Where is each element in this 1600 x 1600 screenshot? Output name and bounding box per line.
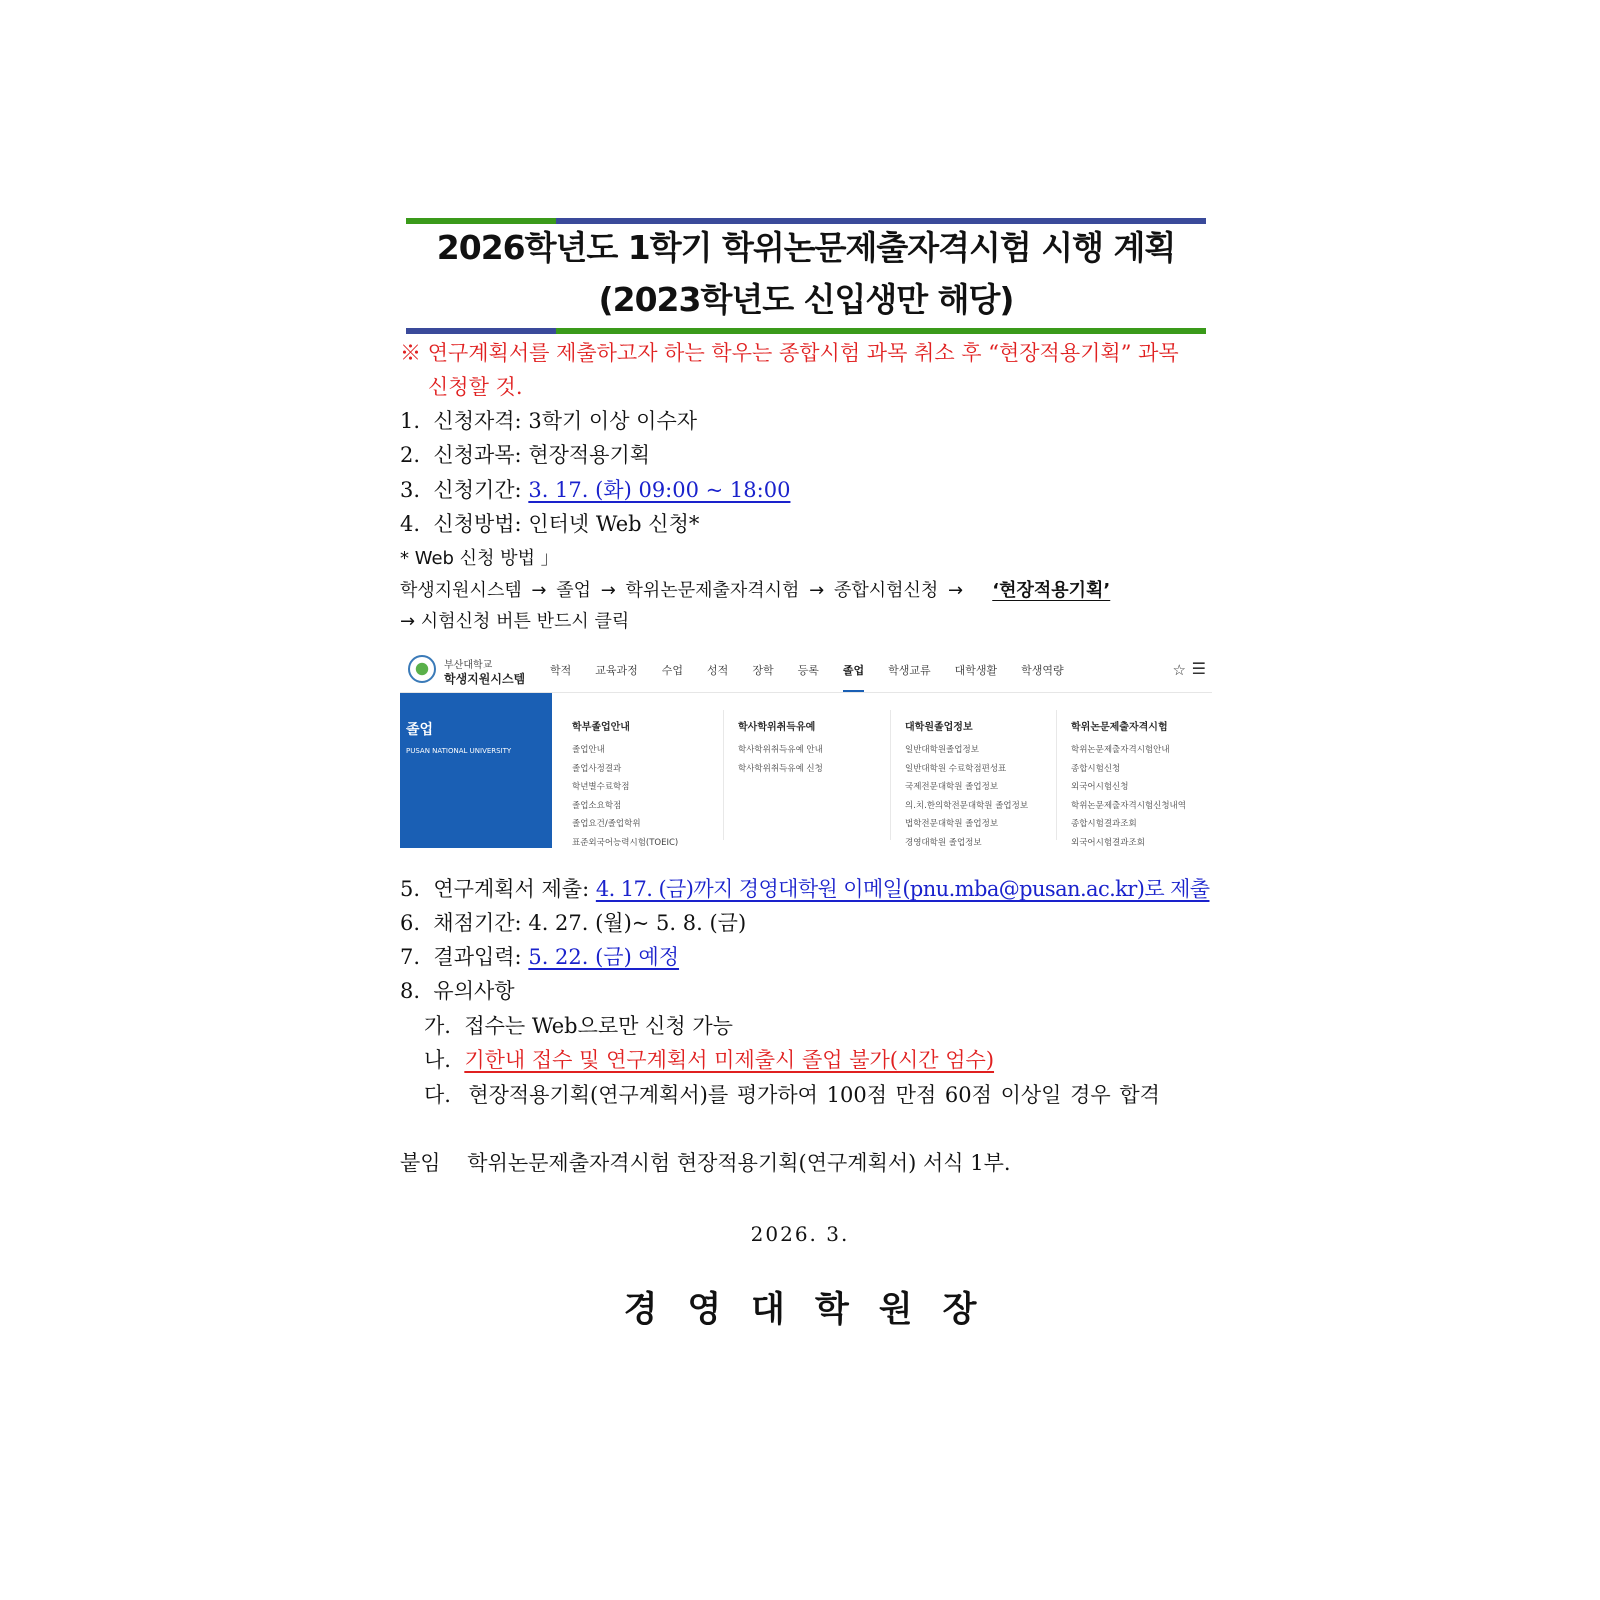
- document-date: 2026. 3.: [750, 1222, 850, 1246]
- web-method-suffix: → 시험신청 버튼 반드시 클릭: [400, 611, 630, 632]
- screenshot-header: 부산대학교 학생지원시스템 학적 교육과정 수업 성적 장학 등록 졸업 학생교류 대학생활 학생역량 ☆ ☰: [400, 650, 1212, 693]
- caution-1: 가. 접수는 Web으로만 신청 가능: [424, 1014, 733, 1038]
- web-method-highlight: ‘현장적용기획’: [992, 580, 1111, 601]
- screenshot-side-panel: 졸업 PUSAN NATIONAL UNIVERSITY: [400, 693, 552, 848]
- caution-warning: 기한내 접수 및 연구계획서 미제출시 졸업 불가(시간 엄수): [464, 1048, 995, 1072]
- item-7: 7. 결과입력: 5. 22. (금) 예정: [400, 945, 680, 969]
- web-method-heading: * Web 신청 방법 」: [400, 548, 559, 569]
- star-icon[interactable]: ☆: [1172, 661, 1186, 679]
- attachment-line: 붙임 학위논문제출자격시험 현장적용기획(연구계획서) 서식 1부.: [400, 1151, 1011, 1175]
- nav-item[interactable]: 장학: [752, 664, 774, 677]
- embedded-screenshot: [400, 650, 1212, 848]
- nav-item[interactable]: 수업: [661, 664, 684, 677]
- menu-icon[interactable]: ☰: [1191, 659, 1206, 678]
- notice-line-1: ※ 연구계획서를 제출하고자 하는 학우는 종합시험 과목 취소 후 “현장적용기획” 과목: [400, 341, 1179, 365]
- item-5: 5. 연구계획서 제출: 4. 17. (금)까지 경영대학원 이메일(pnu.mba@pusan.ac.kr)로 제출: [400, 877, 1210, 901]
- result-date: 5. 22. (금) 예정: [528, 945, 680, 969]
- item-8: 8. 유의사항: [400, 979, 515, 1003]
- submission-deadline: 4. 17. (금)까지 경영대학원 이메일(pnu.mba@pusan.ac.kr)로 제출: [595, 877, 1210, 901]
- menu-column-4: 학위논문제출자격시험 학위논문제출자격시험안내 종합시험신청 외국어시험신청 학위논문제출자격시험신청내역 종합시험결과조회 외국어시험결과조회: [1071, 722, 1186, 848]
- item-1: 1. 신청자격: 3학기 이상 이수자: [400, 409, 698, 433]
- item-6: 6. 채점기간: 4. 27. (월)~ 5. 8. (금): [400, 911, 747, 935]
- nav-item[interactable]: 학적: [550, 664, 572, 677]
- title-line-1: 2026학년도 1학기 학위논문제출자격시험 시행 계획: [436, 228, 1176, 267]
- title-top-bar: [406, 218, 1206, 224]
- title-block: [406, 218, 1206, 334]
- nav-item[interactable]: 학생역량: [1021, 664, 1064, 677]
- menu-column-2: 학사학위취득유예 학사학위취득유예 안내 학사학위취득유예 신청: [738, 722, 823, 774]
- caution-2: 나. 기한내 접수 및 연구계획서 미제출시 졸업 불가(시간 엄수): [424, 1048, 995, 1072]
- notice-line-2: 신청할 것.: [428, 375, 523, 399]
- nav-item[interactable]: 성적: [707, 664, 729, 677]
- caution-3: 다. 현장적용기획(연구계획서)를 평가하여 100점 만점 60점 이상일 경우 합격: [424, 1083, 1160, 1107]
- nav-item[interactable]: 대학생활: [954, 664, 998, 677]
- apply-period: 3. 17. (화) 09:00 ~ 18:00: [528, 478, 791, 502]
- title-bottom-bar: [406, 328, 1206, 334]
- item-2: 2. 신청과목: 현장적용기획: [400, 443, 651, 467]
- item-3: 3. 신청기간: 3. 17. (화) 09:00 ~ 18:00: [400, 478, 791, 502]
- nav-item[interactable]: 교육과정: [595, 664, 638, 677]
- menu-column-1: 학부졸업안내 졸업안내 졸업사정결과 학년별수료학점 졸업소요학점 졸업요건/졸업학위 표준외국어능력시험(TOEIC): [572, 722, 679, 848]
- title-line-2: (2023학년도 신입생만 해당): [598, 280, 1014, 319]
- nav-item-active[interactable]: 졸업: [843, 650, 864, 692]
- university-logo-icon: [408, 655, 436, 683]
- item-4: 4. 신청방법: 인터넷 Web 신청*: [400, 512, 700, 536]
- screenshot-nav: [550, 650, 1088, 692]
- signer: 경영대학원장: [623, 1290, 1007, 1330]
- menu-column-3: 대학원졸업정보 일반대학원졸업정보 일반대학원 수료학점편성표 국제전문대학원 졸업정보 의.치.한의학전문대학원 졸업정보 법학전문대학원 졸업정보 경영대학원 졸업정보: [905, 722, 1029, 848]
- nav-item[interactable]: 학생교류: [888, 664, 931, 677]
- nav-item[interactable]: 등록: [797, 664, 819, 677]
- web-method-path: 학생지원시스템 → 졸업 → 학위논문제출자격시험 → 종합시험신청 → ‘현장적용기획’: [400, 580, 1111, 601]
